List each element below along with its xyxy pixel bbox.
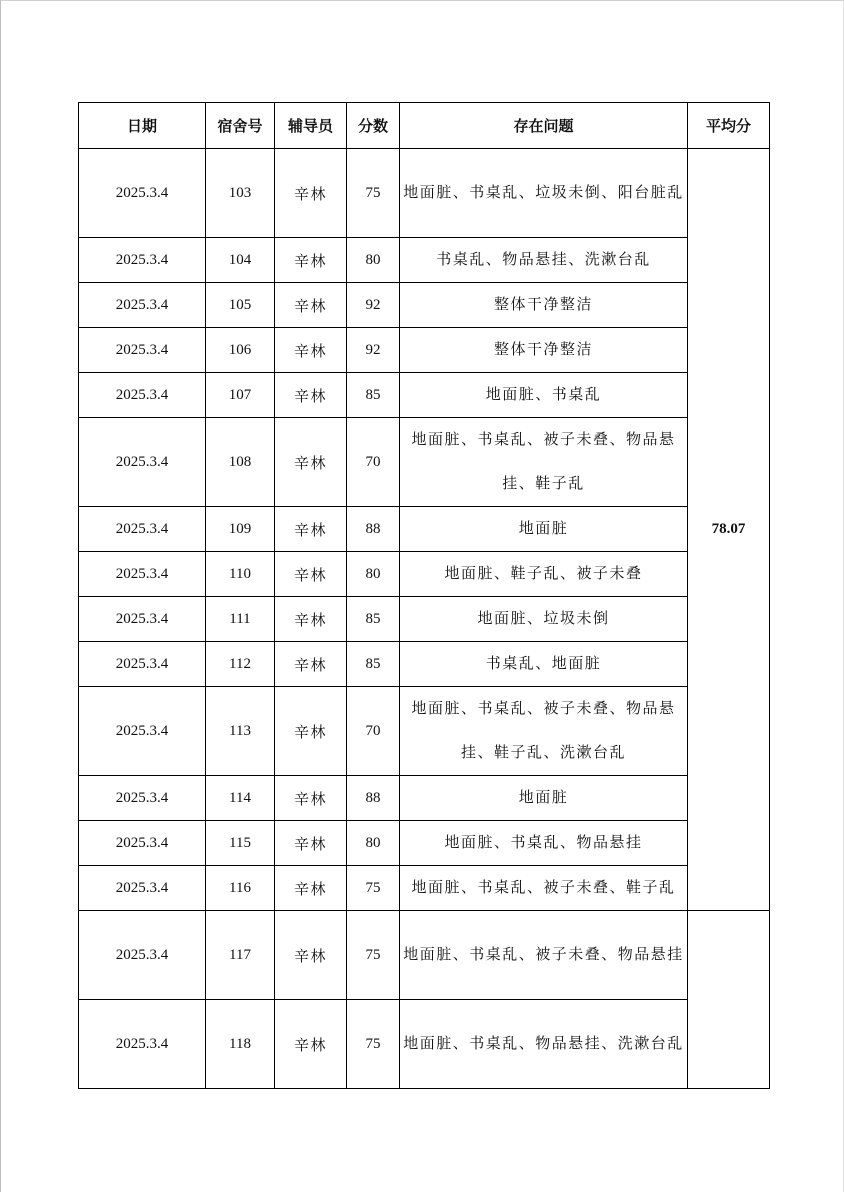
cell-room: 115 bbox=[206, 821, 275, 866]
cell-counselor: 辛林 bbox=[275, 776, 347, 821]
table-row bbox=[79, 238, 770, 283]
dorm-inspection-table bbox=[78, 102, 770, 1089]
cell-problems: 书桌乱、物品悬挂、洗漱台乱 bbox=[400, 238, 688, 283]
cell-date: 2025.3.4 bbox=[79, 911, 206, 1000]
cell-problems: 地面脏 bbox=[400, 776, 688, 821]
table-row bbox=[79, 283, 770, 328]
cell-counselor: 辛林 bbox=[275, 149, 347, 238]
cell-room: 106 bbox=[206, 328, 275, 373]
cell-room: 107 bbox=[206, 373, 275, 418]
cell-date: 2025.3.4 bbox=[79, 283, 206, 328]
cell-date: 2025.3.4 bbox=[79, 238, 206, 283]
header-score: 分数 bbox=[347, 103, 400, 149]
cell-counselor: 辛林 bbox=[275, 507, 347, 552]
cell-problems: 书桌乱、地面脏 bbox=[400, 642, 688, 687]
cell-room: 113 bbox=[206, 687, 275, 776]
cell-score: 80 bbox=[347, 552, 400, 597]
cell-date: 2025.3.4 bbox=[79, 149, 206, 238]
cell-problems: 地面脏、书桌乱、物品悬挂、洗漱台乱 bbox=[400, 1000, 688, 1089]
cell-room: 111 bbox=[206, 597, 275, 642]
cell-counselor: 辛林 bbox=[275, 1000, 347, 1089]
table-row bbox=[79, 373, 770, 418]
cell-room: 103 bbox=[206, 149, 275, 238]
table-row bbox=[79, 821, 770, 866]
cell-problems: 地面脏、书桌乱 bbox=[400, 373, 688, 418]
cell-score: 75 bbox=[347, 911, 400, 1000]
cell-score: 92 bbox=[347, 328, 400, 373]
cell-problems: 地面脏、鞋子乱、被子未叠 bbox=[400, 552, 688, 597]
cell-score: 80 bbox=[347, 821, 400, 866]
table-row bbox=[79, 507, 770, 552]
cell-room: 118 bbox=[206, 1000, 275, 1089]
table-row bbox=[79, 687, 770, 776]
cell-score: 88 bbox=[347, 507, 400, 552]
cell-counselor: 辛林 bbox=[275, 687, 347, 776]
cell-counselor: 辛林 bbox=[275, 328, 347, 373]
header-room: 宿舍号 bbox=[206, 103, 275, 149]
cell-score: 70 bbox=[347, 687, 400, 776]
cell-score: 70 bbox=[347, 418, 400, 507]
cell-score: 75 bbox=[347, 1000, 400, 1089]
cell-date: 2025.3.4 bbox=[79, 687, 206, 776]
cell-room: 112 bbox=[206, 642, 275, 687]
cell-problems: 地面脏、书桌乱、垃圾未倒、阳台脏乱 bbox=[400, 149, 688, 238]
cell-score: 75 bbox=[347, 866, 400, 911]
cell-room: 104 bbox=[206, 238, 275, 283]
cell-room: 117 bbox=[206, 911, 275, 1000]
cell-room: 105 bbox=[206, 283, 275, 328]
cell-date: 2025.3.4 bbox=[79, 642, 206, 687]
cell-score: 85 bbox=[347, 597, 400, 642]
table-row bbox=[79, 149, 770, 238]
cell-score: 75 bbox=[347, 149, 400, 238]
cell-problems: 地面脏、垃圾未倒 bbox=[400, 597, 688, 642]
cell-room: 108 bbox=[206, 418, 275, 507]
cell-date: 2025.3.4 bbox=[79, 507, 206, 552]
header-average: 平均分 bbox=[688, 103, 770, 149]
table-row bbox=[79, 866, 770, 911]
table-row bbox=[79, 597, 770, 642]
cell-date: 2025.3.4 bbox=[79, 776, 206, 821]
cell-score: 80 bbox=[347, 238, 400, 283]
table-row bbox=[79, 328, 770, 373]
cell-problems: 地面脏、书桌乱、被子未叠、鞋子乱 bbox=[400, 866, 688, 911]
cell-counselor: 辛林 bbox=[275, 283, 347, 328]
cell-counselor: 辛林 bbox=[275, 238, 347, 283]
cell-counselor: 辛林 bbox=[275, 597, 347, 642]
cell-counselor: 辛林 bbox=[275, 418, 347, 507]
table-row bbox=[79, 642, 770, 687]
header-row bbox=[79, 103, 770, 149]
cell-date: 2025.3.4 bbox=[79, 1000, 206, 1089]
cell-average: 78.07 bbox=[688, 149, 770, 911]
cell-counselor: 辛林 bbox=[275, 552, 347, 597]
cell-counselor: 辛林 bbox=[275, 373, 347, 418]
cell-problems: 整体干净整洁 bbox=[400, 283, 688, 328]
cell-problems: 地面脏、书桌乱、被子未叠、物品悬挂、鞋子乱、洗漱台乱 bbox=[400, 687, 688, 776]
cell-score: 85 bbox=[347, 642, 400, 687]
cell-room: 116 bbox=[206, 866, 275, 911]
cell-problems: 整体干净整洁 bbox=[400, 328, 688, 373]
cell-problems: 地面脏、书桌乱、被子未叠、物品悬挂 bbox=[400, 911, 688, 1000]
cell-score: 92 bbox=[347, 283, 400, 328]
cell-room: 114 bbox=[206, 776, 275, 821]
cell-counselor: 辛林 bbox=[275, 911, 347, 1000]
cell-problems: 地面脏、书桌乱、被子未叠、物品悬挂、鞋子乱 bbox=[400, 418, 688, 507]
cell-average-empty bbox=[688, 911, 770, 1089]
header-counselor: 辅导员 bbox=[275, 103, 347, 149]
cell-room: 109 bbox=[206, 507, 275, 552]
cell-date: 2025.3.4 bbox=[79, 418, 206, 507]
cell-counselor: 辛林 bbox=[275, 642, 347, 687]
cell-date: 2025.3.4 bbox=[79, 866, 206, 911]
cell-score: 85 bbox=[347, 373, 400, 418]
cell-date: 2025.3.4 bbox=[79, 552, 206, 597]
cell-problems: 地面脏、书桌乱、物品悬挂 bbox=[400, 821, 688, 866]
cell-date: 2025.3.4 bbox=[79, 328, 206, 373]
cell-date: 2025.3.4 bbox=[79, 373, 206, 418]
cell-counselor: 辛林 bbox=[275, 821, 347, 866]
cell-date: 2025.3.4 bbox=[79, 821, 206, 866]
table-row bbox=[79, 776, 770, 821]
cell-problems: 地面脏 bbox=[400, 507, 688, 552]
table-row bbox=[79, 552, 770, 597]
header-date: 日期 bbox=[79, 103, 206, 149]
table-row bbox=[79, 1000, 770, 1089]
cell-score: 88 bbox=[347, 776, 400, 821]
header-problems: 存在问题 bbox=[400, 103, 688, 149]
table-row bbox=[79, 911, 770, 1000]
cell-date: 2025.3.4 bbox=[79, 597, 206, 642]
cell-room: 110 bbox=[206, 552, 275, 597]
table-row bbox=[79, 418, 770, 507]
cell-counselor: 辛林 bbox=[275, 866, 347, 911]
